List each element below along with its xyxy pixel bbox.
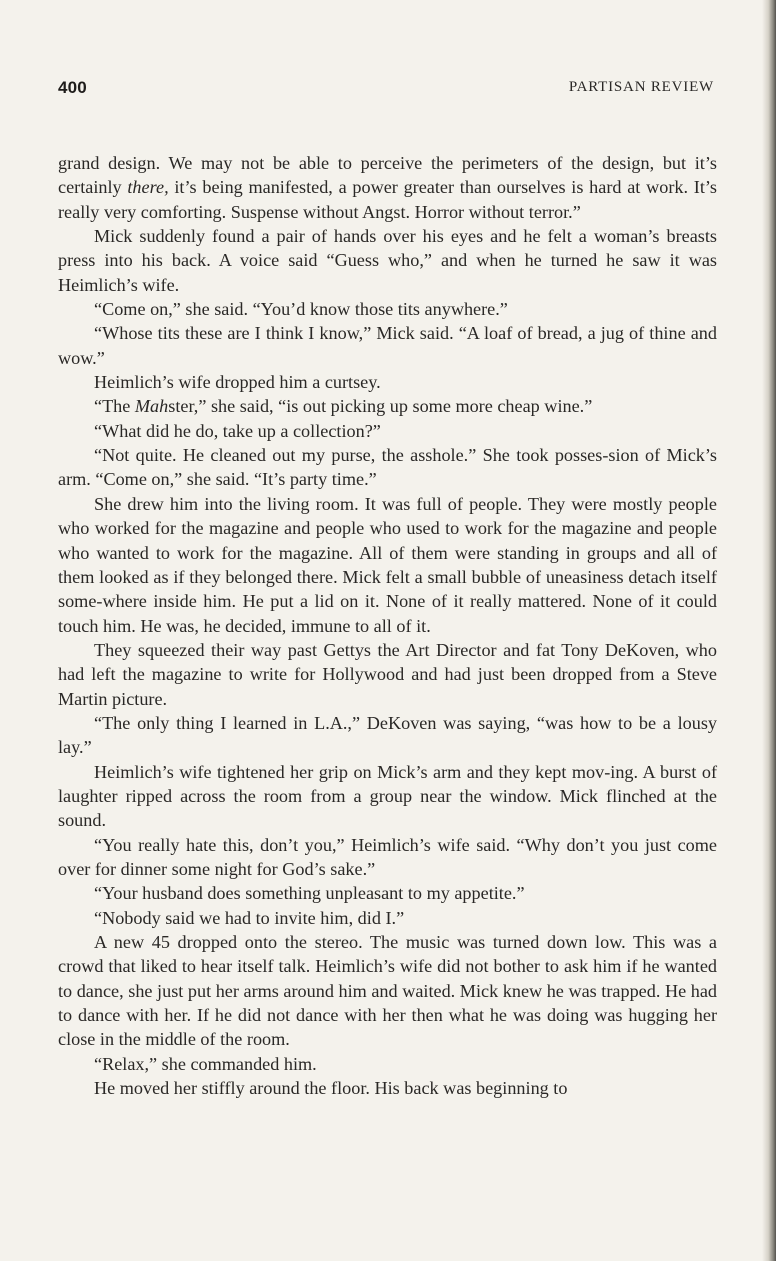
- text-run: “Whose tits these are I think I know,” Mick said. “A loaf of bread, a jug of thine and wow.”: [58, 323, 717, 368]
- paragraph: [58, 370, 717, 394]
- paragraph: [58, 1076, 717, 1100]
- text-run: She drew him into the living room. It was full of people. They were mostly people who worked for the magazine and people who used to work for the magazine and people who wanted to work for the magazine. All of them were standing in groups and all of them looked as if they belonged there. Mick felt a small bubble of uneasiness detach itself some-where inside him. He put a lid on it. None of it really mattered. None of it could touch him. He was, he decided, immune to all of it.: [58, 493, 717, 636]
- text-run: “You really hate this, don’t you,” Heimlich’s wife said. “Why don’t you just come over for dinner some night for God’s sake.”: [58, 834, 717, 879]
- text-run: He moved her stiffly around the floor. His back was beginning to: [94, 1078, 568, 1099]
- text-run: “The only thing I learned in L.A.,” DeKoven was saying, “was how to be a lousy lay.”: [58, 712, 717, 758]
- text-run: Mick suddenly found a pair of hands over his eyes and he felt a woman’s breasts press into his back. A voice said “Guess who,” and when he turned he saw it was Heimlich’s wife.: [58, 226, 717, 295]
- text-run: ster,” she said, “is out picking up some more cheap wine.”: [168, 396, 593, 417]
- paragraph: [58, 711, 717, 760]
- paragraph: [58, 1052, 717, 1076]
- text-run: “Your husband does something unpleasant to my appetite.”: [94, 883, 525, 904]
- italic-text: there,: [127, 177, 169, 198]
- paragraph: [58, 833, 717, 882]
- text-run: A new 45 dropped onto the stereo. The music was turned down low. This was a crowd that liked to hear itself talk. Heimlich’s wife did not bother to ask him if he wanted to dance, she just put her arms around him and waited. Mick knew he was trapped. He had to dance with her. If he did not dance with her then what he was doing was hugging her close in the middle of the room.: [58, 932, 717, 1050]
- paragraph: [58, 638, 717, 711]
- running-head: PARTISAN REVIEW: [568, 79, 714, 95]
- text-run: Heimlich’s wife tightened her grip on Mick’s arm and they kept mov-ing. A burst of laughter ripped across the room from a group near the window. Mick flinched at the sound.: [58, 761, 717, 831]
- paragraph: [58, 492, 717, 638]
- page-number: 400: [58, 78, 87, 97]
- text-run: “What did he do, take up a collection?”: [94, 420, 381, 441]
- paragraph: [58, 419, 717, 443]
- paragraph: [58, 760, 717, 833]
- paragraph: [58, 321, 717, 370]
- paragraph: [58, 881, 717, 905]
- text-run: it’s being manifested, a power greater than ourselves is hard at work. It’s really very comforting. Suspense without Angst. Horror without terror.”: [58, 177, 717, 222]
- body-text: [58, 151, 717, 1100]
- text-run: “Nobody said we had to invite him, did I.”: [94, 907, 405, 928]
- paragraph: [58, 443, 717, 492]
- paragraph: [58, 906, 717, 930]
- paragraph: [58, 394, 717, 418]
- text-run: grand design. We may not be able to perceive the perimeters of the design, but it’s certainly: [58, 153, 717, 198]
- text-run: “Not quite. He cleaned out my purse, the asshole.” She took posses-sion of Mick’s arm. “Come on,” she said. “It’s party time.”: [58, 445, 717, 490]
- italic-text: Mah: [134, 396, 169, 417]
- paragraph: [58, 224, 717, 297]
- text-run: They squeezed their way past Gettys the Art Director and fat Tony DeKoven, who had left the magazine to write for Hollywood and had just been dropped from a Steve Martin picture.: [58, 639, 717, 709]
- text-run: “The: [94, 396, 135, 417]
- text-run: “Relax,” she commanded him.: [94, 1053, 317, 1074]
- page-edge-shadow: [762, 0, 776, 1261]
- page-header: [58, 78, 714, 102]
- text-run: Heimlich’s wife dropped him a curtsey.: [94, 372, 381, 393]
- paragraph: [58, 151, 717, 224]
- paragraph: [58, 297, 717, 321]
- paragraph: [58, 930, 717, 1052]
- text-run: “Come on,” she said. “You’d know those tits anywhere.”: [94, 299, 508, 320]
